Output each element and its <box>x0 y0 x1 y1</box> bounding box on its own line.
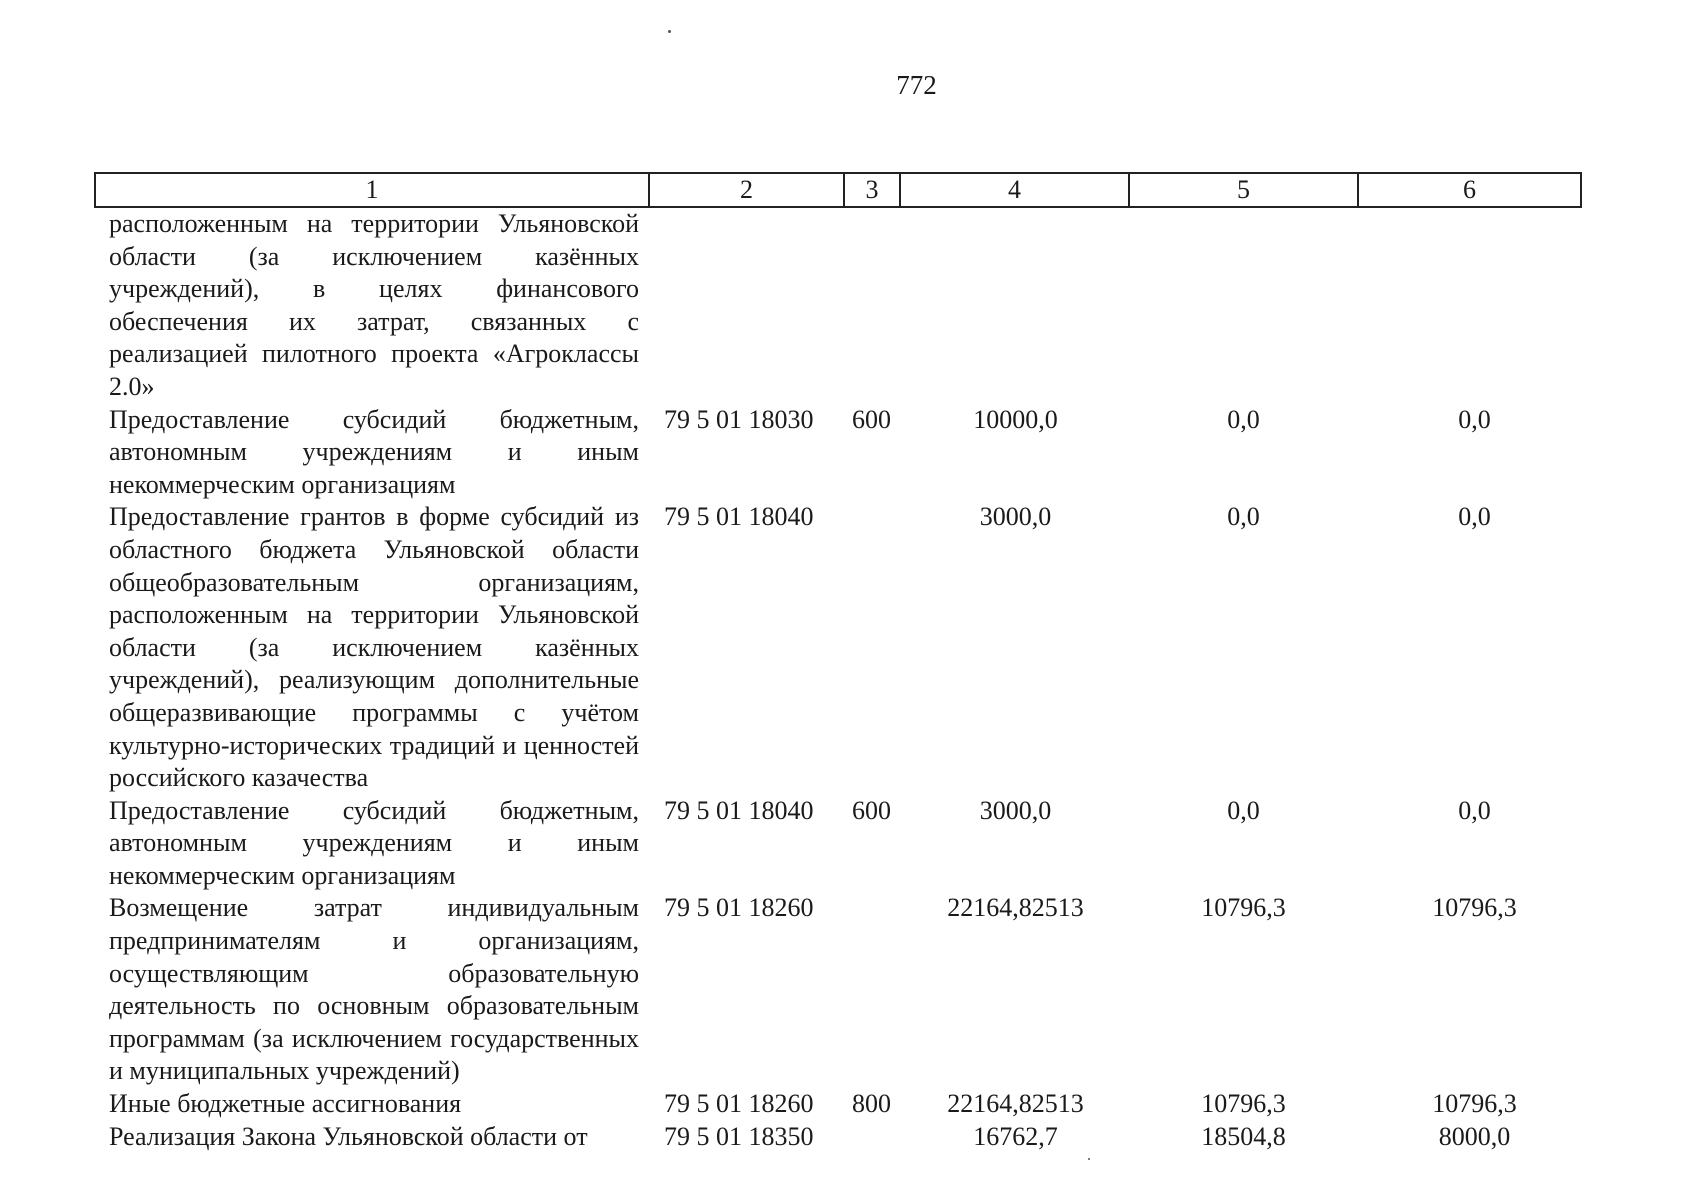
scan-speck <box>1088 1158 1090 1160</box>
row-value-col6: 10796,3 <box>1432 893 1517 923</box>
row-code <box>649 207 844 404</box>
column-header-5: 5 <box>1129 173 1358 207</box>
row-code: 79 5 01 18040 <box>664 502 814 532</box>
row-value-col5: 0,0 <box>1227 404 1260 434</box>
row-code: 79 5 01 18260 <box>664 1089 814 1119</box>
table-row <box>95 892 1581 1088</box>
page-number: 772 <box>896 70 937 100</box>
table-row <box>95 795 1581 893</box>
column-header-3: 3 <box>844 173 900 207</box>
row-value-col5: 0,0 <box>1227 795 1260 825</box>
row-value-col4: 10000,0 <box>973 404 1058 434</box>
row-value-col6: 0,0 <box>1458 502 1491 532</box>
row-value-col4 <box>900 207 1129 404</box>
row-value-col4: 22164,82513 <box>947 1089 1084 1119</box>
table-row <box>95 501 1581 794</box>
row-value-col4: 16762,7 <box>973 1121 1058 1151</box>
column-header-1: 1 <box>95 173 649 207</box>
budget-table <box>94 172 1582 1153</box>
row-value-col6: 8000,0 <box>1438 1121 1511 1151</box>
table-row <box>95 207 1581 404</box>
row-type: 600 <box>852 404 891 434</box>
row-value-col6: 10796,3 <box>1432 1089 1517 1119</box>
row-value-col4: 3000,0 <box>979 795 1052 825</box>
row-code: 79 5 01 18040 <box>664 795 814 825</box>
row-code: 79 5 01 18030 <box>664 404 814 434</box>
column-header-2: 2 <box>649 173 844 207</box>
row-value-col4: 3000,0 <box>979 502 1052 532</box>
row-type <box>844 501 900 794</box>
row-type <box>844 1121 900 1154</box>
row-value-col5 <box>1129 207 1358 404</box>
row-value-col5: 10796,3 <box>1201 1089 1286 1119</box>
column-header-4: 4 <box>900 173 1129 207</box>
column-header-6: 6 <box>1358 173 1581 207</box>
row-description: Возмещение затрат индивидуальным предпринимателям и организациям, осуществляющим образовательную деятельность по основным образовательным программам (за исключением государственных и муниципальных учреждений) <box>109 893 639 1086</box>
row-value-col6: 0,0 <box>1458 795 1491 825</box>
row-code: 79 5 01 18260 <box>664 893 814 923</box>
row-description: расположенным на территории Ульяновской области (за исключением казённых учреждений), в целях финансового обеспечения их затрат, связанных с реализацией пилотного проекта «Агроклассы 2.0» <box>109 209 639 401</box>
table-row <box>95 404 1581 502</box>
row-description: Предоставление субсидий бюджетным, автономным учреждениям и иным некоммерческим организациям <box>109 795 639 890</box>
table-row <box>95 1121 1581 1154</box>
table-header-row <box>95 173 1581 207</box>
row-type: 800 <box>852 1089 891 1119</box>
row-value-col6: 0,0 <box>1458 404 1491 434</box>
row-code: 79 5 01 18350 <box>664 1121 814 1151</box>
row-value-col5: 0,0 <box>1227 502 1260 532</box>
row-description: Предоставление субсидий бюджетным, автономным учреждениям и иным некоммерческим организациям <box>109 404 639 499</box>
table-row <box>95 1088 1581 1121</box>
row-description: Реализация Закона Ульяновской области от <box>109 1121 588 1151</box>
row-value-col4: 22164,82513 <box>947 893 1084 923</box>
row-value-col6 <box>1358 207 1581 404</box>
row-value-col5: 10796,3 <box>1201 893 1286 923</box>
row-type <box>844 207 900 404</box>
row-type <box>844 892 900 1088</box>
row-type: 600 <box>852 795 891 825</box>
scan-speck <box>668 30 671 33</box>
row-description: Предоставление грантов в форме субсидий из областного бюджета Ульяновской области общеобразовательным организациям, расположенным на территории Ульяновской области (за исключением казённых учреждений), реализующим дополнительные общеразвивающие программы с учётом культурно-исторических традиций и ценностей российского казачества <box>109 502 639 793</box>
row-description: Иные бюджетные ассигнования <box>109 1089 462 1119</box>
row-value-col5: 18504,8 <box>1201 1121 1286 1151</box>
